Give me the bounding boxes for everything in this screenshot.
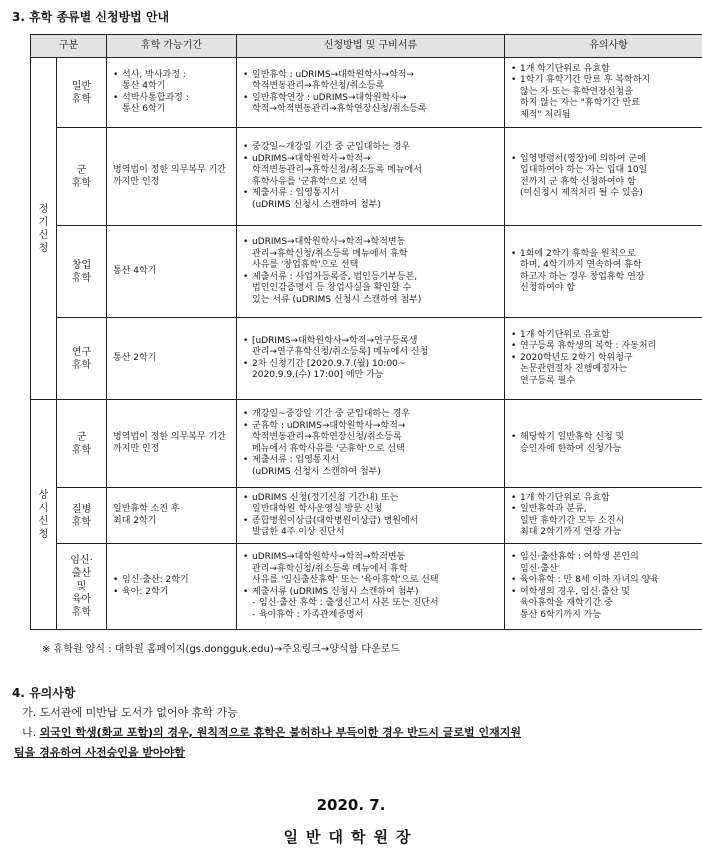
period-cell: 병역법이 정한 의무복무 기간까지만 인정 xyxy=(107,128,237,226)
table-header-row xyxy=(31,35,702,58)
row-type-label: 일반 휴학 xyxy=(57,58,107,128)
notes-cell: • 입영명령서(영장)에 의하여 군에 입대하여야 하는 자는 입대 10일 전까지 군 휴학 신청하여야 함 (미신청시 제적처리 될 수 있음) xyxy=(505,128,702,226)
row-type-label: 질병 휴학 xyxy=(57,488,107,544)
row-type-label: 군 휴학 xyxy=(57,400,107,488)
notes-cell: • 해당학기 일반휴학 신청 및 승인자에 한하여 신청가능 xyxy=(505,400,702,488)
table-row-anytime-parental xyxy=(31,544,702,630)
table-row-regular-research xyxy=(31,318,702,400)
caution-item-b: 나. 외국인 학생(화교 포함)의 경우, 원칙적으로 휴학은 불허하나 부득이한 경우 반드시 글로벌 인재지원 xyxy=(22,726,522,739)
notes-cell: • 임신·출산휴학 : 여학생 본인의 임신·출산 • 육아휴학 : 만 8세 이하 자녀의 양육 • 여학생의 경우, 임신·출산 및 육아휴학을 재학기간 중 통산 6학기까지 가능 xyxy=(505,544,702,630)
method-cell: • uDRIMS→대학원학사→학적→학적변동 관리→휴학신청/취소등록 메뉴에서 휴학 사유를 '임신출산휴학' 또는 '육아휴학'으로 선택 • 제출서류 (uDRIMS 신청시 스캔하여 첨부) - 임신·출산 휴학 : 출생신고서 사본 또는 진단서 - 육아휴학 : 가족관계증명서 xyxy=(237,544,505,630)
row-type-label: 임신· 출산 및 육아 휴학 xyxy=(57,544,107,630)
header-period: 휴학 가능기간 xyxy=(107,35,237,58)
period-cell: 통산 2학기 xyxy=(107,318,237,400)
period-cell: 통산 4학기 xyxy=(107,226,237,318)
caution-item-b-emphasis: 외국인 학생(화교 포함)의 경우, 원칙적으로 휴학은 불허하나 부득이한 경우 반드시 글로벌 인재지원 xyxy=(39,726,522,739)
row-type-label: 군 휴학 xyxy=(57,128,107,226)
notes-cell: • 1개 학기단위로 유효함 • 연구등록 휴학생의 복학 : 자동처리 • 2020학년도 2학기 학위청구 논문관련절차 진행예정자는 연구등록 필수 xyxy=(505,318,702,400)
table-row-regular-general xyxy=(31,58,702,128)
caution-item-b-cont: 팀을 경유하여 사전승인을 받아야함 xyxy=(14,746,185,759)
group-label-anytime: 상 시 신 청 xyxy=(31,400,57,630)
section3-title: 3. 휴학 종류별 신청방법 안내 xyxy=(12,10,170,24)
header-notes: 유의사항 xyxy=(505,35,702,58)
table-row-regular-military xyxy=(31,128,702,226)
header-category: 구분 xyxy=(31,35,107,58)
header-method: 신청방법 및 구비서류 xyxy=(237,35,505,58)
row-type-label: 연구 휴학 xyxy=(57,318,107,400)
method-cell: • 일반휴학 : uDRIMS→대학원학사→학적→ 학적변동관리→휴학신청/취소등록 • 일반휴학연장 : uDRIMS→대학원학사→ 학적→학적변동관리→휴학연장신청/취소등록 xyxy=(237,58,505,128)
period-cell: • 석사, 박사과정 : 통산 4학기 • 석박사통합과정 : 통산 6학기 xyxy=(107,58,237,128)
method-cell: • [uDRIMS→대학원학사→학적→연구등록생 관리→연구휴학신청/취소등록] 메뉴에서 신청 • 2차 신청기간 [2020.9.7.(월) 10:00~ 2020.9.9.(수) 17:00] 에만 가능 xyxy=(237,318,505,400)
method-cell: • uDRIMS 신청(정기신청 기간내) 또는 일반대학원 학사운영실 방문 신청 • 종합병원이상급(대학병원이상급) 병원에서 발급한 4주 이상 진단서 xyxy=(237,488,505,544)
notes-cell: • 1회에 2학기 휴학을 원칙으로 하며, 4학기까지 연속하여 휴학 하고자 하는 경우 창업휴학 연장 신청하여야 함 xyxy=(505,226,702,318)
period-cell: 일반휴학 소진 후 최대 2학기 xyxy=(107,488,237,544)
method-cell: • 개강일~중강일 기간 중 군입대하는 경우 • 군휴학 : uDRIMS→대학원학사→학적→ 학적변동관리→휴학연장신청/취소등록 메뉴에서 휴학사유를 '군휴학'으로 선택 • 제출서류 : 입영통지서 (uDRIMS 신청시 스캔하여 첨부) xyxy=(237,400,505,488)
section4-title: 4. 유의사항 xyxy=(12,686,76,700)
issuer-name: 일반대학원장 xyxy=(283,828,419,846)
table-row-anytime-military xyxy=(31,400,702,488)
method-cell: • uDRIMS→대학원학사→학적→학적변동 관리→휴학신청/취소등록 메뉴에서 휴학 사유를 '창업휴학'으로 선택 • 제출서류 : 사업자등록증, 법인등기부등본, 법인인감증명서 등 창업사실을 확인할 수 있는 서류 (uDRIMS 신청시 스캔하여 첨부) xyxy=(237,226,505,318)
row-type-label: 창업 휴학 xyxy=(57,226,107,318)
leave-types-table xyxy=(30,34,702,630)
document-date: 2020. 7. xyxy=(316,796,386,814)
period-cell: 병역법이 정한 의무복무 기간까지만 인정 xyxy=(107,400,237,488)
caution-item-a: 가. 도서관에 미반납 도서가 없어야 휴학 가능 xyxy=(22,706,238,719)
table-row-regular-startup xyxy=(31,226,702,318)
form-download-note: ※ 휴학원 양식 : 대학원 홈페이지(gs.dongguk.edu)→주요링크→양식함 다운로드 xyxy=(42,644,400,655)
period-cell: • 임신·출산: 2학기 • 육아: 2학기 xyxy=(107,544,237,630)
table-row-anytime-illness xyxy=(31,488,702,544)
notes-cell: • 1개 학기단위로 유효함 • 일반휴학과 분류, 일반 휴학기간 모두 소진시 최대 2학기까지 연장 가능 xyxy=(505,488,702,544)
method-cell: • 중강일~개강일 기간 중 군입대하는 경우 • uDRIMS→대학원학사→학적→ 학적변동관리→휴학신청/취소등록 메뉴에서 휴학사유를 '군휴학'으로 선택 • 제출서류 : 입영통지서 (uDRIMS 신청시 스캔하여 첨부) xyxy=(237,128,505,226)
group-label-regular: 정 기 신 청 xyxy=(31,58,57,400)
notes-cell: • 1개 학기단위로 유효함 • 1학기 휴학기간 만료 후 복학하지 않는 자 또는 휴학연장신청을 하지 않는 자는 "휴학기간 만료 제적" 처리됨 xyxy=(505,58,702,128)
